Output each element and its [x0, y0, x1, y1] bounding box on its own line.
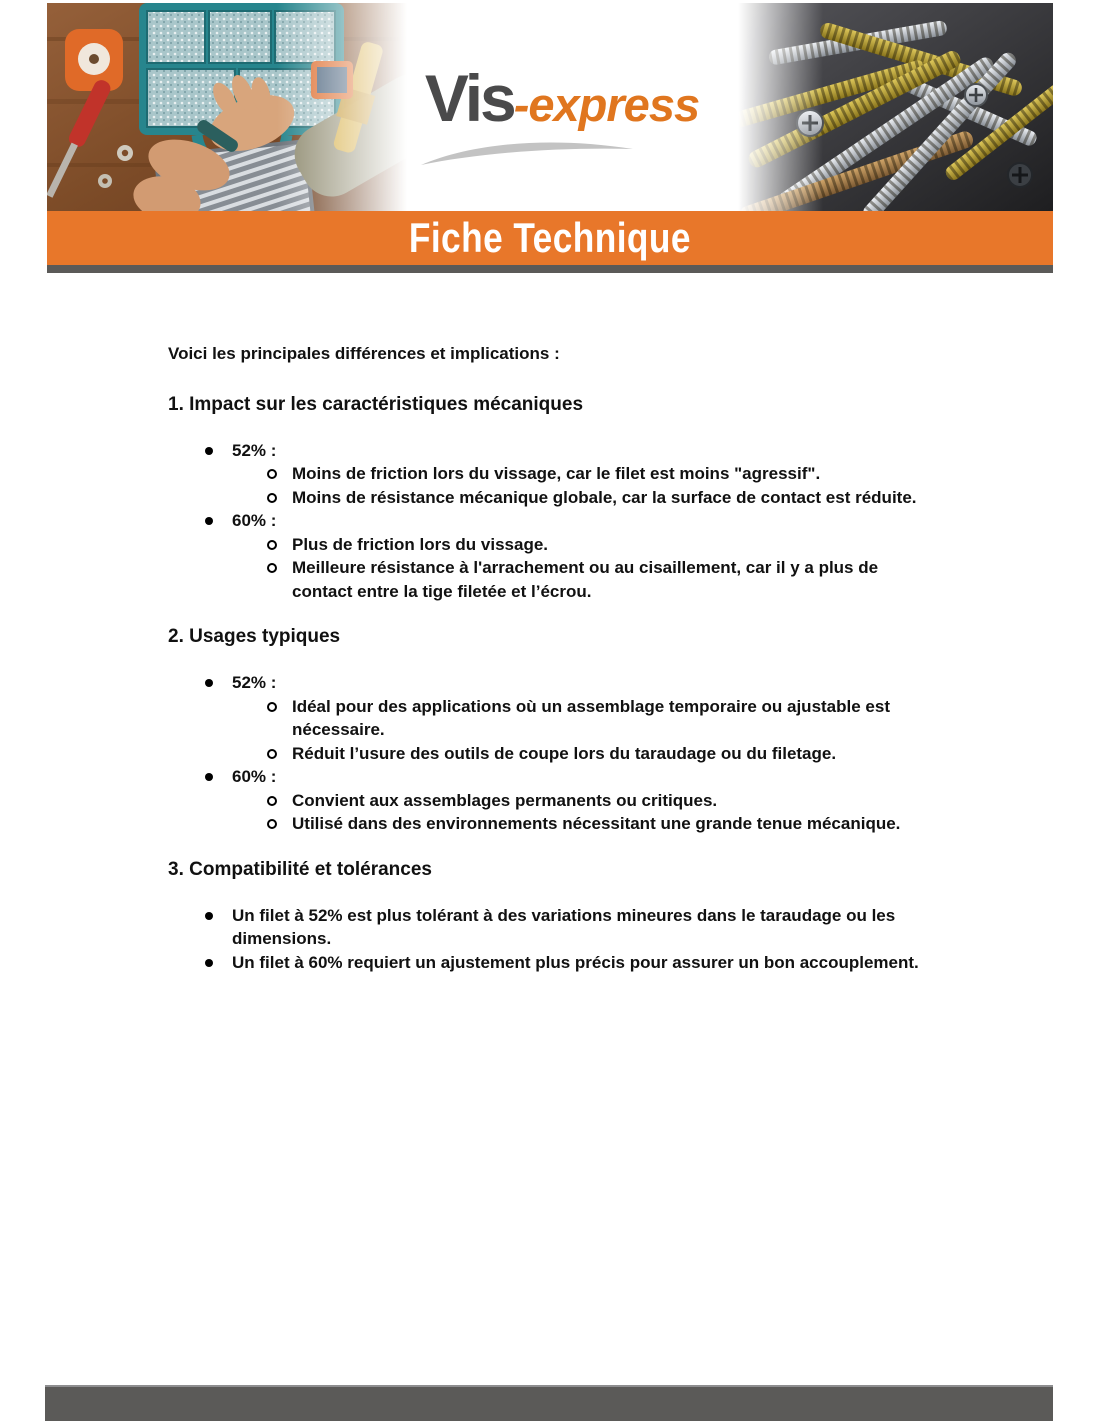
sub-list-item-text: Moins de friction lors du vissage, car le filet est moins "agressif". [292, 464, 821, 483]
logo-wordmark [424, 61, 700, 135]
list-item [168, 904, 930, 951]
sub-list-item [168, 556, 930, 603]
sub-list-item-text: Idéal pour des applications où un assemblage temporaire ou ajustable est nécessaire. [292, 696, 890, 739]
list-item [168, 509, 930, 533]
bullet-dot-icon [205, 447, 213, 455]
bullet-circle-icon [267, 540, 277, 550]
section-heading: 2. Usages typiques [168, 626, 341, 647]
sub-list-item [168, 486, 930, 510]
sub-list-item [168, 742, 930, 766]
sub-list-item-text: Utilisé dans des environnements nécessitant une grande tenue mécanique. [292, 814, 901, 833]
logo-text-vis: Vis [424, 61, 514, 135]
list-item-text: 60% : [232, 511, 277, 530]
sub-list-item [168, 695, 930, 742]
sub-list-item-text: Meilleure résistance à l'arrachement ou au cisaillement, car il y a plus de contact entre la tige filetée et l’écrou. [292, 558, 879, 601]
bullet-circle-icon [267, 796, 277, 806]
sub-list-item [168, 789, 930, 813]
list-item-text: 52% : [232, 673, 277, 692]
list-item [168, 765, 930, 789]
section [168, 624, 930, 836]
bullet-circle-icon [267, 469, 277, 479]
document-body [168, 342, 930, 974]
list-item [168, 951, 930, 975]
sub-list-item [168, 462, 930, 486]
workbench-photo [47, 3, 407, 211]
banner-title: Fiche Technique [408, 214, 692, 261]
logo-swoosh-icon [417, 133, 637, 167]
bullet-dot-icon [205, 517, 213, 525]
bullet-circle-icon [267, 702, 277, 712]
logo [397, 3, 727, 211]
bullet-circle-icon [267, 819, 277, 829]
section-heading: 3. Compatibilité et tolérances [168, 858, 432, 880]
header [47, 3, 1053, 273]
list-item-text: 52% : [232, 440, 277, 460]
sub-list-item-text: Moins de résistance mécanique globale, car la surface de contact est réduite. [292, 487, 917, 507]
section [168, 857, 930, 975]
list-item-text: Un filet à 60% requiert un ajustement plus précis pour assurer un bon accouplement. [232, 952, 919, 972]
bullet-circle-icon [267, 563, 277, 573]
banner [47, 211, 1053, 265]
bullet-dot-icon [205, 912, 213, 920]
header-divider [47, 265, 1053, 273]
bullet-dot-icon [205, 959, 213, 967]
section [168, 392, 930, 604]
screws-photo [738, 3, 1053, 211]
sections [168, 392, 930, 975]
bullet-circle-icon [267, 493, 277, 503]
list-item-text: Un filet à 52% est plus tolérant à des variations mineures dans le taraudage ou les dimensions. [232, 905, 896, 948]
list-item [168, 439, 930, 463]
intro-paragraph: Voici les principales différences et implications : [168, 344, 560, 363]
header-photo-strip [47, 3, 1053, 211]
bullet-circle-icon [267, 749, 277, 759]
logo-text-express: -express [513, 78, 700, 131]
bullet-dot-icon [205, 773, 213, 781]
sub-list-item [168, 533, 930, 557]
sub-list-item-text: Plus de friction lors du vissage. [292, 534, 549, 554]
section-heading: 1. Impact sur les caractéristiques mécaniques [168, 393, 584, 415]
bullet-dot-icon [205, 679, 213, 687]
sub-list-item-text: Convient aux assemblages permanents ou critiques. [292, 790, 718, 810]
list-item [168, 671, 930, 695]
list-item-text: 60% : [232, 767, 277, 786]
sub-list-item [168, 812, 930, 836]
sub-list-item-text: Réduit l’usure des outils de coupe lors du taraudage ou du filetage. [292, 743, 837, 763]
footer-bar [45, 1385, 1053, 1421]
